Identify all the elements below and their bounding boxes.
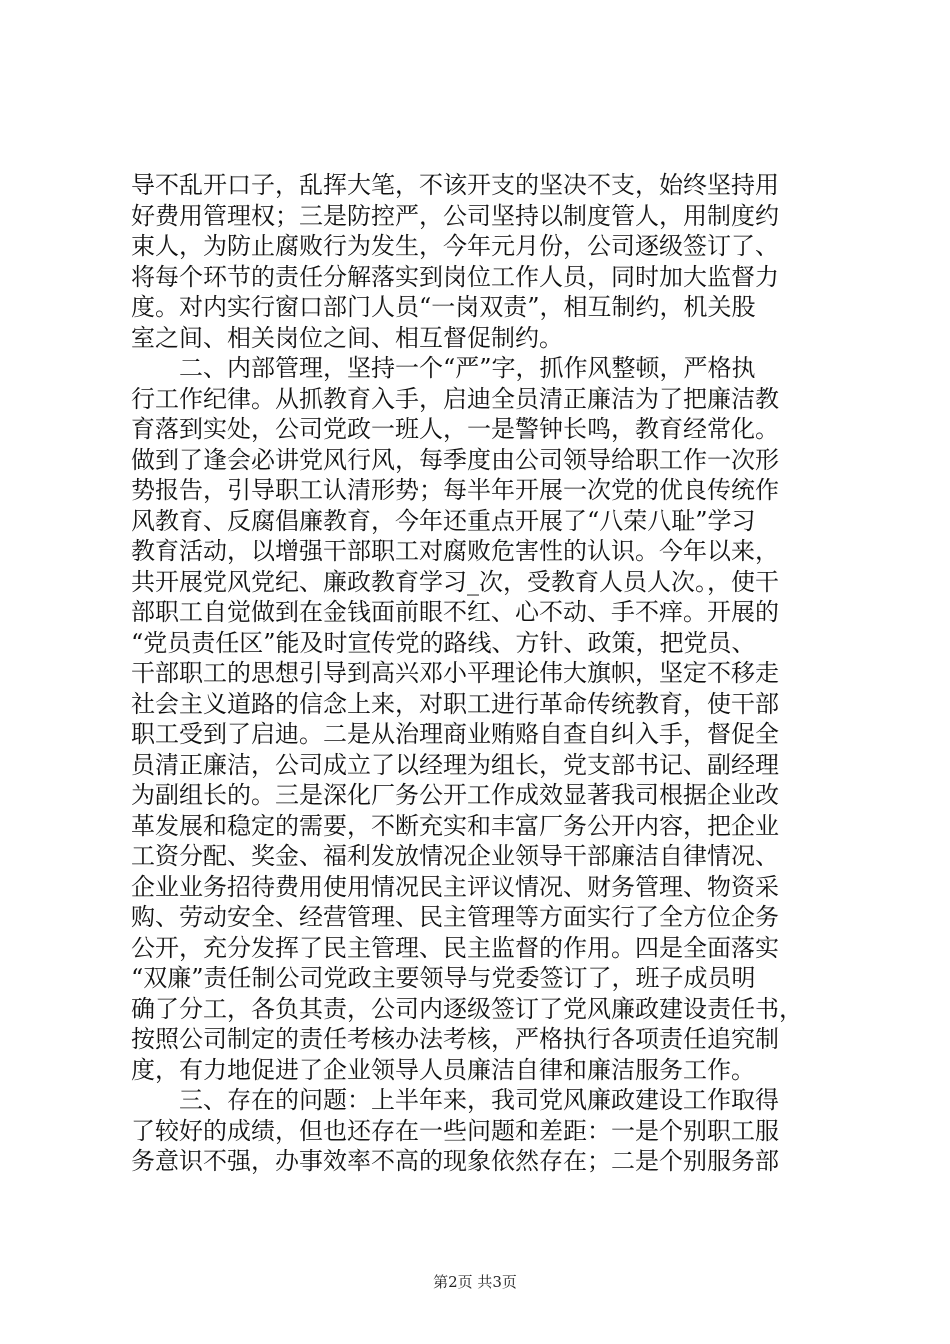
text-line: 好费用管理权；三是防控严，公司坚持以制度管人，用制度约 — [131, 201, 779, 230]
text-line: 革发展和稳定的需要，不断充实和丰富厂务公开内容，把企业 — [131, 811, 779, 840]
text-line: 将每个环节的责任分解落实到岗位工作人员，同时加大监督力 — [131, 262, 779, 291]
page-number-label: 第2页 共3页 — [433, 1273, 517, 1291]
text-line: 教育活动，以增强干部职工对腐败危害性的认识。今年以来， — [131, 537, 779, 565]
body-text — [131, 170, 831, 1177]
text-line: 干部职工的思想引导到高兴邓小平理论伟大旗帜，坚定不移走 — [131, 659, 779, 687]
text-line: 务意识不强，办事效率不高的现象依然存在；二是个别服务部 — [131, 1147, 779, 1175]
page-footer — [0, 1272, 950, 1292]
text-line: 确了分工，各负其责，公司内逐级签订了党风廉政建设责任书， — [131, 994, 803, 1023]
paragraph-start-line: 二、内部管理，坚持一个“严”字，抓作风整顿，严格执 — [179, 354, 756, 382]
text-line: 导不乱开口子，乱挥大笔，不该开支的坚决不支，始终坚持用 — [131, 171, 779, 199]
text-line: 社会主义道路的信念上来，对职工进行革命传统教育，使干部 — [131, 689, 779, 718]
text-line: 为副组长的。三是深化厂务公开工作成效显著我司根据企业改 — [131, 781, 779, 809]
text-line: 行工作纪律。从抓教育入手，启迪全员清正廉洁为了把廉洁教 — [131, 384, 779, 413]
text-line: 部职工自觉做到在金钱面前眼不红、心不动、手不痒。开展的 — [131, 598, 779, 626]
text-line: 工资分配、奖金、福利发放情况企业领导干部廉洁自律情况、 — [131, 842, 779, 870]
text-line: “双廉”责任制公司党政主要领导与党委签订了，班子成员明 — [131, 964, 756, 992]
text-line: 职工受到了启迪。二是从治理商业贿赂自查自纠入手，督促全 — [131, 720, 779, 748]
text-line: 束人，为防止腐败行为发生，今年元月份，公司逐级签订了、 — [131, 232, 779, 260]
text-line: 公开，充分发挥了民主管理、民主监督的作用。四是全面落实 — [131, 933, 779, 962]
text-line: 按照公司制定的责任考核办法考核，严格执行各项责任追究制 — [131, 1025, 779, 1053]
text-line: 度，有力地促进了企业领导人员廉洁自律和廉洁服务工作。 — [131, 1055, 755, 1084]
text-line: 室之间、相关岗位之间、相互督促制约。 — [131, 323, 563, 352]
text-line: 做到了逢会必讲党风行风，每季度由公司领导给职工作一次形 — [131, 445, 779, 474]
paragraph-start-line: 三、存在的问题：上半年来，我司党风廉政建设工作取得 — [179, 1086, 779, 1114]
text-line: 员清正廉洁，公司成立了以经理为组长，党支部书记、副经理 — [131, 750, 779, 779]
text-line: “党员责任区”能及时宣传党的路线、方针、政策，把党员、 — [131, 628, 756, 657]
text-line: 育落到实处，公司党政一班人，一是警钟长鸣，教育经常化。 — [131, 415, 779, 443]
text-line: 势报告，引导职工认清形势；每半年开展一次党的优良传统作 — [131, 476, 779, 504]
text-line: 风教育、反腐倡廉教育，今年还重点开展了“八荣八耻”学习 — [131, 506, 756, 535]
text-line: 了较好的成绩，但也还存在一些问题和差距：一是个别职工服 — [131, 1116, 779, 1145]
text-line: 购、劳动安全、经营管理、民主管理等方面实行了全方位企务 — [131, 903, 779, 931]
text-line: 共开展党风党纪、廉政教育学习_次，受教育人员人次。，使干 — [131, 567, 779, 596]
text-line: 度。对内实行窗口部门人员“一岗双责”，相互制约，机关股 — [131, 293, 756, 321]
text-line: 企业业务招待费用使用情况民主评议情况、财务管理、物资采 — [131, 872, 779, 901]
